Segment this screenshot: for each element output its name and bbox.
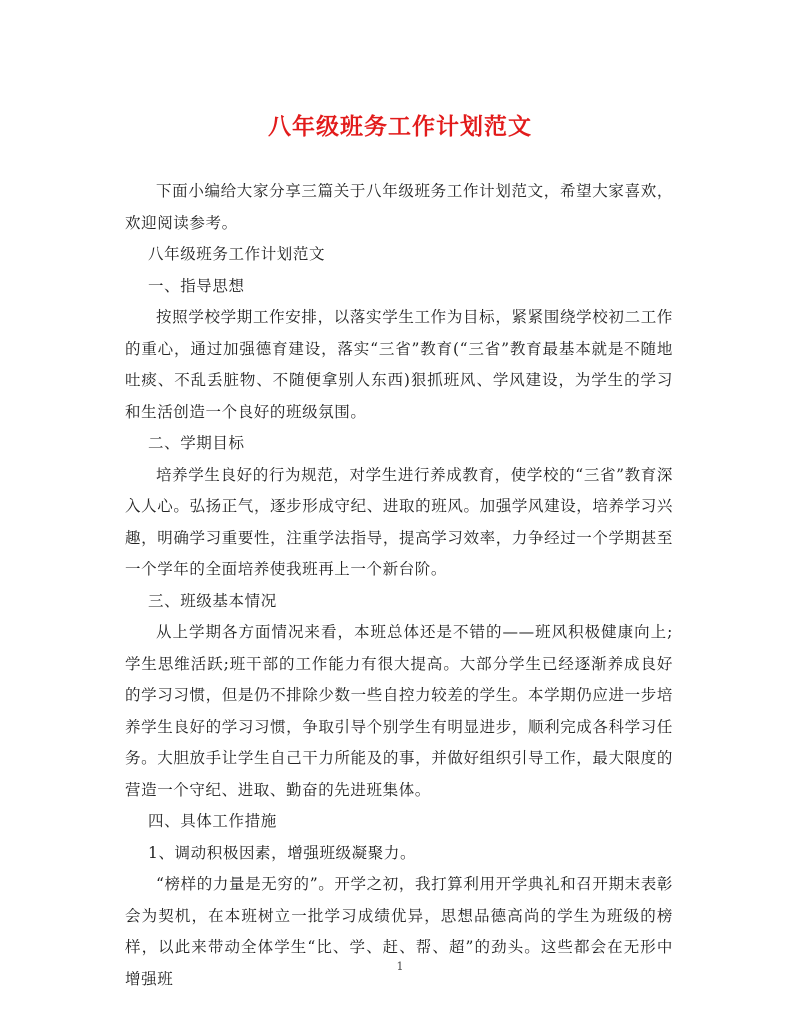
document-body <box>125 176 673 995</box>
section-heading: 四、具体工作措施 <box>148 812 277 830</box>
document-title: 八年级班务工作计划范文 <box>268 114 532 140</box>
section-heading: 二、学期目标 <box>148 434 245 452</box>
body-paragraph: “榜样的力量是无穷的”。开学之初，我打算利用开学典礼和召开期末表彰会为契机，在本班树立一批学习成绩优异，思想品德高尚的学生为班级的榜样，以此来带动全体学生“比、学、赶、帮、超”的劲头。这些都会在无形中增强班 <box>125 875 673 988</box>
measure-heading: 1、调动积极因素，增强班级凝聚力。 <box>148 843 417 862</box>
page-number: 1 <box>396 960 404 973</box>
body-paragraph: 按照学校学期工作安排，以落实学生工作为目标，紧紧围绕学校初二工作的重心，通过加强德育建设，落实“三省”教育(“三省”教育最基本就是不随地吐痰、不乱丢脏物、不随便拿别人东西)狠抓班风、学风建设，为学生的学习和生活创造一个良好的班级氛围。 <box>125 308 673 421</box>
section-heading: 三、班级基本情况 <box>148 591 277 610</box>
body-paragraph: 培养学生良好的行为规范，对学生进行养成教育，使学校的“三省”教育深入人心。弘扬正气，逐步形成守纪、进取的班风。加强学风建设，培养学习兴趣，明确学习重要性，注重学法指导，提高学习效率，力争经过一个学期甚至一个学年的全面培养使我班再上一个新台阶。 <box>125 465 673 578</box>
body-paragraph: 从上学期各方面情况来看，本班总体还是不错的——班风积极健康向上;学生思维活跃;班干部的工作能力有很大提高。大部分学生已经逐渐养成良好的学习习惯，但是仍不排除少数一些自控力较差的学生。本学期仍应进一步培养学生良好的学习习惯，争取引导个别学生有明显进步，顺利完成各科学习任务。大胆放手让学生自己干力所能及的事，并做好组织引导工作，最大限度的营造一个守纪、进取、勤奋的先进班集体。 <box>125 623 673 799</box>
section-heading: 一、指导思想 <box>148 276 245 295</box>
intro-paragraph: 下面小编给大家分享三篇关于八年级班务工作计划范文，希望大家喜欢，欢迎阅读参考。 <box>125 182 673 232</box>
subtitle: 八年级班务工作计划范文 <box>148 245 326 263</box>
